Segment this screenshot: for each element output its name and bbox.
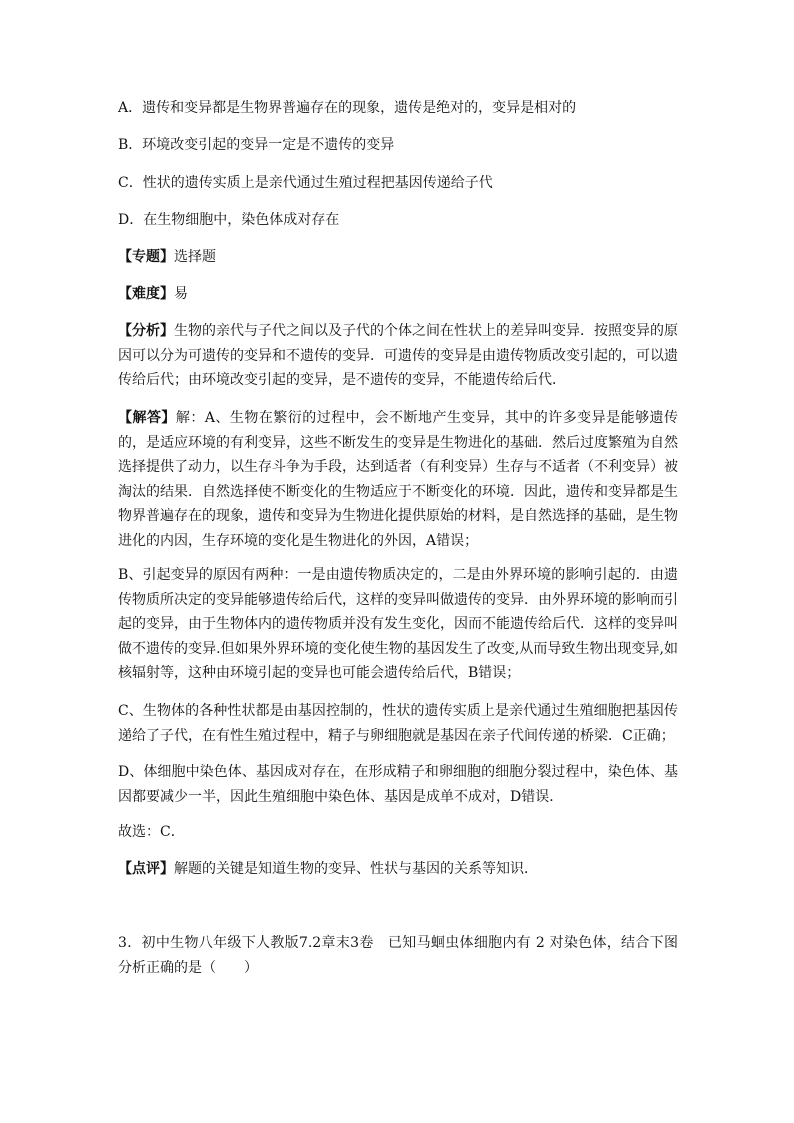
answer-paragraph-c: C、生物体的各种性状都是由基因控制的，性状的遗传实质上是亲代通过生殖细胞把基因传递给了子代，在有性生殖过程中，精子与卵细胞就是基因在亲子代间传递的桥梁．C正确； (118, 703, 678, 744)
comment-label: 【点评】 (118, 861, 174, 877)
topic-value: 选择题 (174, 249, 216, 265)
answer-conclusion: 故选：C． (118, 824, 185, 840)
topic-line (118, 245, 216, 269)
answer-text-a: 解：A、生物在繁衍的过程中，会不断地产生变异，其中的许多变异是能够遗传的，是适应环境的有利变异，这些不断发生的变异是生物进化的基础．然后过度繁殖为自然选择提供了动力，以生存斗争为手段，达到适者（有利变异）生存与不适者（不利变异）被淘汰的结果．自然选择使不断变化的生物适应于不断变化的环境．因此，遗传和变异都是生物界普遍存在的现象，遗传和变异为生物进化提供原始的材料，是自然选择的基础，是生物进化的内因，生存环境的变化是生物进化的外因，A错误； (118, 410, 679, 549)
analysis-label: 【分析】 (118, 323, 174, 339)
analysis-paragraph (118, 319, 678, 393)
difficulty-label: 【难度】 (118, 286, 174, 302)
option-a: A．遗传和变异都是生物界普遍存在的现象，遗传是绝对的，变异是相对的 (118, 100, 577, 116)
difficulty-value: 易 (174, 286, 188, 302)
option-c: C．性状的遗传实质上是亲代通过生殖过程把基因传递给子代 (118, 175, 493, 191)
answer-paragraph-a (118, 406, 678, 553)
topic-label: 【专题】 (118, 249, 174, 265)
next-question: 3．初中生物八年级下人教版7.2章末3卷 已知马蛔虫体细胞内有 2 对染色体，结合下图分析正确的是（ ） (118, 935, 678, 976)
answer-paragraph-d: D、体细胞中染色体、基因成对存在，在形成精子和卵细胞的细胞分裂过程中，染色体、基因都要减少一半，因此生殖细胞中染色体、基因是成单不成对，D错误． (118, 764, 678, 805)
answer-label: 【解答】 (118, 410, 176, 426)
comment-line (118, 857, 538, 881)
option-d: D．在生物细胞中，染色体成对存在 (118, 212, 340, 228)
analysis-text: 生物的亲代与子代之间以及子代的个体之间在性状上的差异叫变异．按照变异的原因可以分为可遗传的变异和不遗传的变异．可遗传的变异是由遗传物质改变引起的，可以遗传给后代；由环境改变引起的变异，是不遗传的变异，不能遗传给后代． (118, 323, 678, 388)
comment-text: 解题的关键是知道生物的变异、性状与基因的关系等知识． (174, 861, 538, 877)
difficulty-line (118, 282, 188, 306)
option-b: B．环境改变引起的变异一定是不遗传的变异 (118, 137, 395, 153)
answer-paragraph-b: B、引起变异的原因有两种：一是由遗传物质决定的，二是由外界环境的影响引起的．由遗传物质所决定的变异能够遗传给后代，这样的变异叫做遗传的变异．由外界环境的影响而引起的变异，由于生物体内的遗传物质并没有发生变化，因而不能遗传给后代．这样的变异叫做不遗传的变异.但如果外界环境的变化使生物的基因发生了改变,从而导致生物出现变异,如核辐射等，这种由环境引起的变异也可能会遗传给后代，B错误； (118, 567, 678, 681)
